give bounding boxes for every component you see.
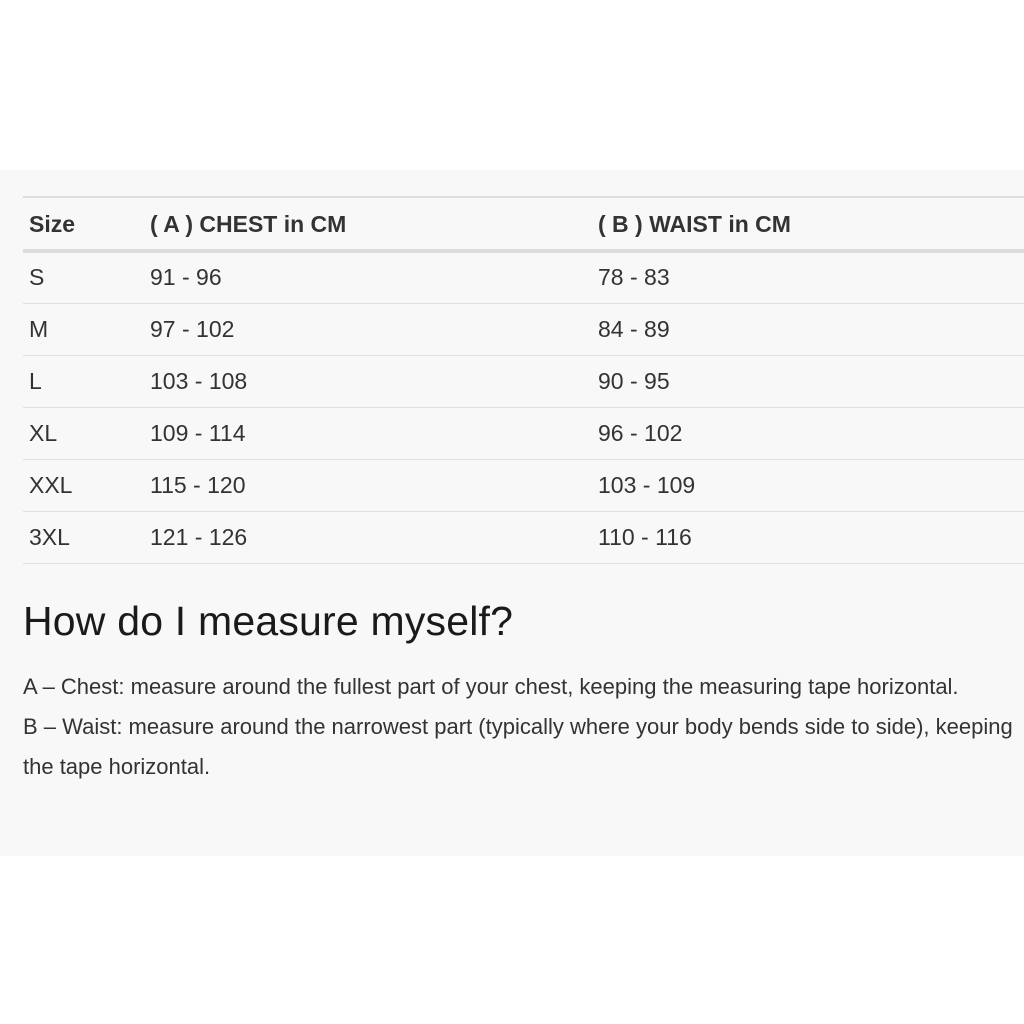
table-row	[23, 251, 1024, 303]
measure-heading: How do I measure myself?	[23, 598, 514, 644]
chest-instruction: A – Chest: measure around the fullest part of your chest, keeping the measuring tape horizontal.	[23, 674, 959, 699]
header-waist: ( B ) WAIST in CM	[598, 211, 791, 237]
cell-chest: 121 - 126	[150, 523, 248, 550]
cell-size: 3XL	[29, 523, 70, 550]
cell-waist: 78 - 83	[598, 264, 670, 291]
cell-chest: 97 - 102	[150, 315, 235, 342]
header-size: Size	[29, 211, 76, 237]
cell-chest: 103 - 108	[150, 367, 248, 394]
table-row	[23, 511, 1024, 563]
table-row	[23, 459, 1024, 511]
cell-size: XXL	[29, 471, 73, 498]
table-header-row	[23, 197, 1024, 251]
measure-instructions	[23, 667, 1013, 787]
waist-instruction: B – Waist: measure around the narrowest part (typically where your body bends side to side), keeping the tape horizontal.	[23, 714, 1013, 779]
size-chart-panel	[0, 170, 1024, 856]
cell-chest: 91 - 96	[150, 264, 222, 291]
cell-waist: 84 - 89	[598, 315, 670, 342]
table-row	[23, 303, 1024, 355]
cell-chest: 109 - 114	[150, 419, 246, 446]
size-table	[23, 196, 1024, 564]
cell-size: M	[29, 315, 49, 342]
cell-waist: 103 - 109	[598, 471, 696, 498]
cell-waist: 96 - 102	[598, 419, 683, 446]
cell-size: XL	[29, 419, 58, 446]
header-chest: ( A ) CHEST in CM	[150, 211, 347, 237]
table-row	[23, 355, 1024, 407]
table-row	[23, 407, 1024, 459]
cell-size: L	[29, 367, 42, 394]
cell-waist: 90 - 95	[598, 367, 670, 394]
cell-chest: 115 - 120	[150, 471, 246, 498]
cell-size: S	[29, 264, 45, 291]
cell-waist: 110 - 116	[598, 523, 692, 550]
